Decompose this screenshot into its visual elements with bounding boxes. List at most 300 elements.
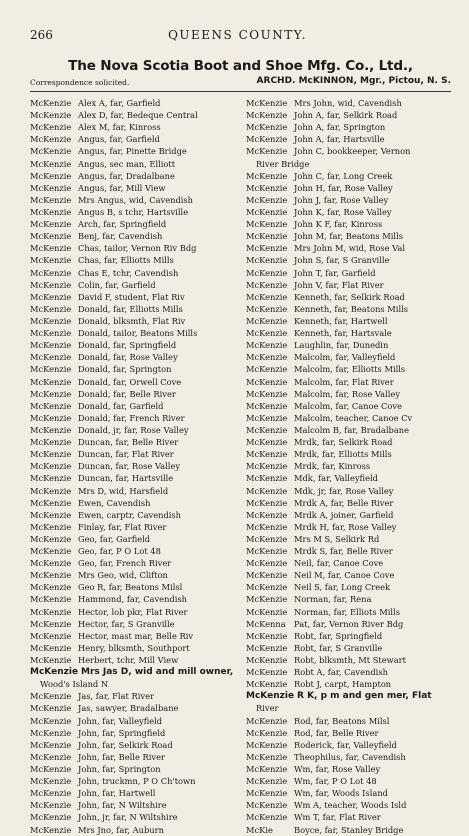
listing-surname: McKenzie <box>246 727 288 738</box>
listing-surname: McKenzie <box>30 461 72 472</box>
listing-entry <box>246 133 461 145</box>
listing-surname: McKenzie <box>246 315 288 326</box>
listing-surname: McKenzie <box>246 521 288 532</box>
listing-entry <box>30 170 240 182</box>
listing-details: Geo, far, Garfield <box>78 533 151 544</box>
listing-details: Malcolm, far, Valleyfield <box>294 352 396 363</box>
listing-details: Wm, far, Woods Island <box>294 788 388 799</box>
listing-entry <box>246 254 461 266</box>
listing-surname: McKenzie <box>246 219 288 230</box>
listing-surname: McKenzie <box>246 424 288 435</box>
listing-details: Alex A, far, Garfield <box>78 98 161 108</box>
listing-details: Hector, lob pkr, Flat River <box>78 606 188 617</box>
listing-entry <box>30 775 240 787</box>
listing-details: John, truckmn, P O Ch'town <box>78 776 196 787</box>
listing-continuation <box>246 702 461 714</box>
listing-surname: McKenzie <box>30 727 72 738</box>
listing-surname: McKenzie <box>30 388 72 399</box>
listing-surname: McKenzie <box>30 400 72 411</box>
listing-details: Malcolm, far, Rose Valley <box>294 388 401 399</box>
listing-details: Wm, far, P O Lot 48 <box>294 776 377 787</box>
listing-surname: McKenzie <box>30 134 72 145</box>
listing-surname: McKenzie <box>246 279 288 290</box>
listing-surname: McKenzie <box>246 134 288 145</box>
listing-details: Kenneth, far, Beatons Mills <box>294 303 409 314</box>
listing-details: Malcolm, far, Canoe Cove <box>294 400 403 411</box>
listing-surname: McKenzie <box>246 655 288 666</box>
listing-surname: McKenzie <box>246 122 288 133</box>
listing-details: John, far, Belle River <box>78 751 165 762</box>
listing-entry <box>30 376 240 388</box>
listing-details: Donald, blksmth, Flat Riv <box>78 315 186 326</box>
listing-surname: McKenzie <box>30 509 72 520</box>
listing-details: Donald, far, Springton <box>78 364 172 375</box>
listing-surname: McKenzie <box>246 98 288 108</box>
listing-entry <box>30 327 240 339</box>
ad-manager-line: ARCHD. McKINNON, Mgr., Pictou, N. S. <box>256 76 451 86</box>
listing-details: Benj, far, Cavendish <box>78 231 163 242</box>
advertisement-banner <box>30 58 451 90</box>
listing-entry <box>246 206 461 218</box>
listing-entry <box>30 472 240 484</box>
listing-surname: McKenzie <box>246 376 288 387</box>
listing-entry <box>30 739 240 751</box>
listing-details: David F, student, Flat Riv <box>78 291 185 302</box>
listing-surname: McKenzie <box>30 206 72 217</box>
listing-surname: McKenzie <box>246 170 288 181</box>
listing-surname: McKenzie <box>246 570 288 581</box>
listing-entry <box>30 824 240 836</box>
listing-surname: McKenzie <box>246 691 295 702</box>
listing-entry <box>246 630 461 642</box>
listing-details: Mrs Jno, far, Auburn <box>78 824 164 835</box>
listing-details: Roderick, far, Valleyfield <box>294 739 397 750</box>
ad-correspondence-note: Correspondence solicited. <box>30 78 130 87</box>
listing-details: Angus B, s tchr, Hartsville <box>78 206 189 217</box>
listing-details: Jas, far, Flat River <box>78 691 154 702</box>
listing-details: Donald, tailor, Beatons Mills <box>78 328 198 339</box>
listing-details: Rod, far, Beatons Milsl <box>294 715 390 726</box>
listing-entry <box>246 279 461 291</box>
page-title: QUEENS COUNTY. <box>168 28 307 42</box>
listing-details: Kenneth, far, Hartwell <box>294 315 388 326</box>
listing-surname: McKenzie <box>30 812 72 823</box>
listing-surname: McKenzie <box>30 642 72 653</box>
listing-entry <box>246 315 461 327</box>
listing-details: John A, far, Selkirk Road <box>294 110 398 121</box>
listing-entry <box>30 630 240 642</box>
listing-details: Henry, blksmth, Southport <box>78 642 190 653</box>
listing-surname: McKenzie <box>246 582 288 593</box>
listing-details: John, far, Springton <box>78 764 161 775</box>
listing-surname: McKenzie <box>30 376 72 387</box>
listing-details: Ewen, Cavendish <box>78 497 151 508</box>
listing-details: John C, bookkeeper, Vernon <box>294 146 411 157</box>
listing-continuation <box>30 678 240 690</box>
listing-surname: McKenzie <box>30 182 72 193</box>
listing-details: Donald, far, Elliotts Mills <box>78 303 183 314</box>
listing-surname: McKenzie <box>30 485 72 496</box>
listing-surname: McKenzie <box>30 219 72 230</box>
listing-details: Duncan, far, Rose Valley <box>78 461 181 472</box>
listing-surname: McKenzie <box>246 679 288 690</box>
listing-entry <box>246 654 461 666</box>
listing-surname: McKenzie <box>30 751 72 762</box>
listing-surname: McKenzie <box>30 715 72 726</box>
listing-details: John K F, far, Kinross <box>294 219 383 230</box>
listing-details: Duncan, far, Flat River <box>78 449 174 460</box>
listing-entry <box>30 593 240 605</box>
listing-surname: McKenzie <box>30 231 72 242</box>
listing-surname: McKenzie <box>246 509 288 520</box>
right-column-listings <box>246 97 461 836</box>
listing-surname: McKenzie <box>246 667 288 678</box>
listing-entry <box>246 182 461 194</box>
listing-details: Hammond, far, Cavendish <box>78 594 187 605</box>
listing-details: Mrs Angus, wid, Cavendish <box>78 194 194 205</box>
listing-entry <box>30 666 240 678</box>
listing-surname: McKenzie <box>30 340 72 351</box>
listing-details: Wm A, teacher, Woods Isld <box>294 800 407 811</box>
listing-details: Mrs M S, Selkirk Rd <box>294 533 380 544</box>
listing-details: Donald, jr, far, Rose Valley <box>78 424 189 435</box>
listing-surname: McKenzie <box>246 303 288 314</box>
listing-entry <box>246 824 461 836</box>
listing-surname: McKenzie <box>30 655 72 666</box>
listing-entry <box>30 763 240 775</box>
listing-details: Mdk, jr, far, Rose Valley <box>294 485 394 496</box>
listing-surname: McKenzie <box>246 461 288 472</box>
listing-surname: McKenzie <box>30 776 72 787</box>
listing-entry <box>246 763 461 775</box>
listing-details: Laughlin, far, Dunedin <box>294 340 389 351</box>
listing-surname: McKenzie <box>30 122 72 133</box>
listing-surname: McKenzie <box>30 449 72 460</box>
listing-entry <box>246 775 461 787</box>
listing-details: John S, far, S Granville <box>294 255 390 266</box>
listing-surname: McKenzie <box>30 437 72 448</box>
listing-details: Wm T, far, Flat River <box>294 812 381 823</box>
listing-entry <box>30 497 240 509</box>
listing-surname: McKenzie <box>30 703 72 714</box>
listing-surname: McKenzie <box>246 558 288 569</box>
listing-surname: McKenzie <box>246 642 288 653</box>
listing-entry <box>246 448 461 460</box>
listing-details: Arch, far, Springfield <box>78 219 167 230</box>
listing-entry <box>246 412 461 424</box>
listing-entry <box>30 400 240 412</box>
listing-entry <box>246 606 461 618</box>
listing-surname: McKenzie <box>30 158 72 169</box>
listing-surname: McKie <box>246 824 273 835</box>
listing-entry <box>30 303 240 315</box>
listing-entry <box>30 557 240 569</box>
listing-entry <box>246 424 461 436</box>
listing-entry <box>30 569 240 581</box>
listing-surname: McKenzie <box>30 667 79 678</box>
listing-surname: McKenzie <box>246 449 288 460</box>
listing-details: Mrdk, far, Kinross <box>294 461 371 472</box>
listing-details: Angus, far, Pinette Bridge <box>78 146 187 157</box>
listing-entry <box>30 424 240 436</box>
listing-entry <box>246 690 461 702</box>
listing-surname: McKenzie <box>246 800 288 811</box>
listing-surname: McKenzie <box>30 546 72 557</box>
listing-details: Mrdk A, far, Belle River <box>294 497 394 508</box>
listing-details: Jas, sawyer, Bradalbane <box>78 703 179 714</box>
listing-entry <box>246 739 461 751</box>
listing-details: John K, far, Rose Valley <box>294 206 392 217</box>
listing-surname: McKenzie <box>246 110 288 121</box>
listing-details: Wood's Island N <box>40 679 109 690</box>
listing-surname: McKenzie <box>30 424 72 435</box>
listing-details: Geo, far, French River <box>78 558 172 569</box>
listing-details: John, far, N Wiltshire <box>78 800 167 811</box>
listing-entry <box>30 618 240 630</box>
listing-surname: McKenzie <box>246 364 288 375</box>
listing-surname: McKenzie <box>246 533 288 544</box>
listing-details: Angus, far, Dradalbane <box>78 170 175 181</box>
listing-details: Ewen, carptr, Cavendish <box>78 509 182 520</box>
listing-entry <box>246 145 461 157</box>
listing-details: Angus, sec man, Elliott <box>78 158 176 169</box>
listing-entry <box>246 267 461 279</box>
listing-details: John, far, Hartwell <box>78 788 156 799</box>
listing-details: Donald, far, Belle River <box>78 388 176 399</box>
listing-details: Boyce, far, Stanley Bridge <box>294 824 404 835</box>
listing-entry <box>30 606 240 618</box>
listing-surname: McKenzie <box>30 533 72 544</box>
listing-details: Mrdk, far, Selkirk Road <box>294 437 393 448</box>
listing-surname: McKenzie <box>246 764 288 775</box>
listing-entry <box>246 581 461 593</box>
listing-details: John, far, Selkirk Road <box>78 739 173 750</box>
listing-surname: McKenzie <box>30 788 72 799</box>
listing-details: John T, far, Garfield <box>294 267 376 278</box>
listing-entry <box>246 799 461 811</box>
listing-details: Alex M, far, Kinross <box>78 122 161 133</box>
listing-surname: McKenzie <box>30 328 72 339</box>
listing-details: Donald, far, Garfield <box>78 400 164 411</box>
listing-details: Geo R, far, Beatons Milsl <box>78 582 183 593</box>
listing-entry <box>30 388 240 400</box>
listing-entry <box>30 109 240 121</box>
listing-entry <box>30 145 240 157</box>
listing-surname: McKenzie <box>246 267 288 278</box>
listing-entry <box>246 109 461 121</box>
listing-details: Chas, far, Elliotts Mills <box>78 255 174 266</box>
listing-details: Donald, far, French River <box>78 412 185 423</box>
listing-entry <box>30 448 240 460</box>
listing-entry <box>246 291 461 303</box>
listing-continuation <box>246 158 461 170</box>
listing-details: Mrdk S, far, Belle River <box>294 546 393 557</box>
listing-entry <box>30 121 240 133</box>
listing-details: Robt J, carpt, Hampton <box>294 679 392 690</box>
listing-surname: McKenzie <box>246 594 288 605</box>
listing-surname: McKenzie <box>30 98 72 108</box>
listing-details: John M, far, Beatons Mills <box>294 231 403 242</box>
listing-surname: McKenzie <box>30 558 72 569</box>
listing-details: Mrs John, wid, Cavendish <box>294 98 402 108</box>
listing-entry <box>246 460 461 472</box>
listing-entry <box>246 97 461 109</box>
listing-entry <box>246 339 461 351</box>
listing-entry <box>246 787 461 799</box>
listing-entry <box>30 182 240 194</box>
listing-entry <box>30 254 240 266</box>
listing-surname: McKenzie <box>246 194 288 205</box>
listing-entry <box>30 315 240 327</box>
listing-entry <box>246 388 461 400</box>
listing-surname: McKenzie <box>246 243 288 254</box>
listing-details: Donald, far, Orwell Cove <box>78 376 182 387</box>
listing-entry <box>30 218 240 230</box>
listing-details: Mrdk A, joiner, Garfield <box>294 509 394 520</box>
listing-details: Theophilus, far, Cavendish <box>294 751 406 762</box>
listing-entry <box>246 521 461 533</box>
listing-details: John V, far, Flat River <box>294 279 384 290</box>
listing-details: Norman, far, Rena <box>294 594 372 605</box>
listing-entry <box>246 327 461 339</box>
header-divider <box>30 91 451 92</box>
listing-entry <box>30 97 240 109</box>
listing-details: John A, far, Hartsville <box>294 134 385 145</box>
listing-surname: McKenzie <box>246 146 288 157</box>
listing-details: Robt A, far, Cavendish <box>294 667 388 678</box>
listing-surname: McKenna <box>246 618 286 629</box>
listing-surname: McKenzie <box>30 606 72 617</box>
ad-company-name: The Nova Scotia Boot and Shoe Mfg. Co., Ltd., <box>68 58 413 74</box>
page-number: 266 <box>30 28 53 42</box>
listing-details: John, far, Springfield <box>78 727 166 738</box>
listing-surname: McKenzie <box>30 800 72 811</box>
listing-entry <box>246 715 461 727</box>
listing-entry <box>30 545 240 557</box>
listing-details: John C, far, Long Creek <box>294 170 393 181</box>
listing-details: Neil S, far, Long Creek <box>294 582 391 593</box>
listing-details: Colin, far, Garfield <box>78 279 156 290</box>
listing-details: Mdk, far, Valleyfield <box>294 473 378 484</box>
listing-surname: McKenzie <box>30 618 72 629</box>
listing-details: Neil M, far, Canoe Cove <box>294 570 395 581</box>
listing-entry <box>246 727 461 739</box>
listing-entry <box>30 158 240 170</box>
listing-entry <box>30 206 240 218</box>
listing-entry <box>246 400 461 412</box>
listing-details: Kenneth, far, Hartsvale <box>294 328 392 339</box>
listing-entry <box>30 727 240 739</box>
listing-entry <box>30 485 240 497</box>
listing-entry <box>30 509 240 521</box>
listing-entry <box>246 485 461 497</box>
listing-surname: McKenzie <box>246 388 288 399</box>
listing-entry <box>246 170 461 182</box>
listing-entry <box>30 690 240 702</box>
listing-entry <box>246 545 461 557</box>
listing-surname: McKenzie <box>30 364 72 375</box>
listing-entry <box>246 376 461 388</box>
listing-details: Herbert, tchr, Mill View <box>78 655 179 666</box>
listing-entry <box>30 351 240 363</box>
listing-surname: McKenzie <box>246 715 288 726</box>
listing-entry <box>246 497 461 509</box>
listing-surname: McKenzie <box>30 630 72 641</box>
listing-surname: McKenzie <box>30 267 72 278</box>
listing-details: Rod, far, Belle River <box>294 727 379 738</box>
listing-details: Mrs Jas D, wid and mill owner, <box>81 667 234 678</box>
listing-details: Robt, far, S Granville <box>294 642 383 653</box>
listing-entry <box>246 642 461 654</box>
listing-surname: McKenzie <box>246 182 288 193</box>
listing-details: Pat, far, Vernon River Bdg <box>294 618 404 629</box>
listing-entry <box>30 133 240 145</box>
listing-details: Angus, far, Mill View <box>78 182 166 193</box>
listing-details: Alex D, far, Bedeque Central <box>78 110 198 121</box>
listing-entry <box>246 121 461 133</box>
listing-entry <box>30 436 240 448</box>
listing-details: Geo, far, P O Lot 48 <box>78 546 161 557</box>
listing-entry <box>30 787 240 799</box>
listing-details: Wm, far, Rose Valley <box>294 764 381 775</box>
listing-entry <box>246 218 461 230</box>
listing-surname: McKenzie <box>246 206 288 217</box>
listing-entry <box>30 363 240 375</box>
left-column-listings <box>30 97 240 836</box>
listing-entry <box>246 351 461 363</box>
listing-entry <box>30 751 240 763</box>
listing-surname: McKenzie <box>246 412 288 423</box>
listing-surname: McKenzie <box>30 315 72 326</box>
listing-surname: McKenzie <box>30 824 72 835</box>
listing-details: Donald, far, Springfield <box>78 340 177 351</box>
listing-details: Chas, tailor, Vernon Riv Bdg <box>78 243 197 254</box>
listing-entry <box>30 242 240 254</box>
listing-entry <box>30 715 240 727</box>
listing-entry <box>30 533 240 545</box>
listing-surname: McKenzie <box>246 255 288 266</box>
listing-entry <box>246 811 461 823</box>
listing-entry <box>30 799 240 811</box>
listing-surname: McKenzie <box>30 146 72 157</box>
listing-entry <box>30 279 240 291</box>
listing-entry <box>246 303 461 315</box>
listing-entry <box>246 569 461 581</box>
listing-details: Malcolm, teacher, Canoe Cv <box>294 412 413 423</box>
listing-entry <box>30 702 240 714</box>
listing-surname: McKenzie <box>30 243 72 254</box>
listing-surname: McKenzie <box>246 776 288 787</box>
listing-entry <box>246 242 461 254</box>
listing-surname: McKenzie <box>30 764 72 775</box>
listing-entry <box>246 436 461 448</box>
listing-surname: McKenzie <box>246 788 288 799</box>
listing-surname: McKenzie <box>30 412 72 423</box>
listing-entry <box>30 267 240 279</box>
listing-surname: McKenzie <box>30 739 72 750</box>
listing-surname: McKenzie <box>246 606 288 617</box>
listing-surname: McKenzie <box>30 194 72 205</box>
listing-surname: McKenzie <box>30 303 72 314</box>
listing-details: River <box>256 703 279 714</box>
listing-entry <box>246 678 461 690</box>
listing-surname: McKenzie <box>246 291 288 302</box>
listing-entry <box>30 291 240 303</box>
listing-details: Neil, far, Canoe Cove <box>294 558 384 569</box>
listing-surname: McKenzie <box>30 279 72 290</box>
listing-entry <box>246 509 461 521</box>
listing-surname: McKenzie <box>30 473 72 484</box>
